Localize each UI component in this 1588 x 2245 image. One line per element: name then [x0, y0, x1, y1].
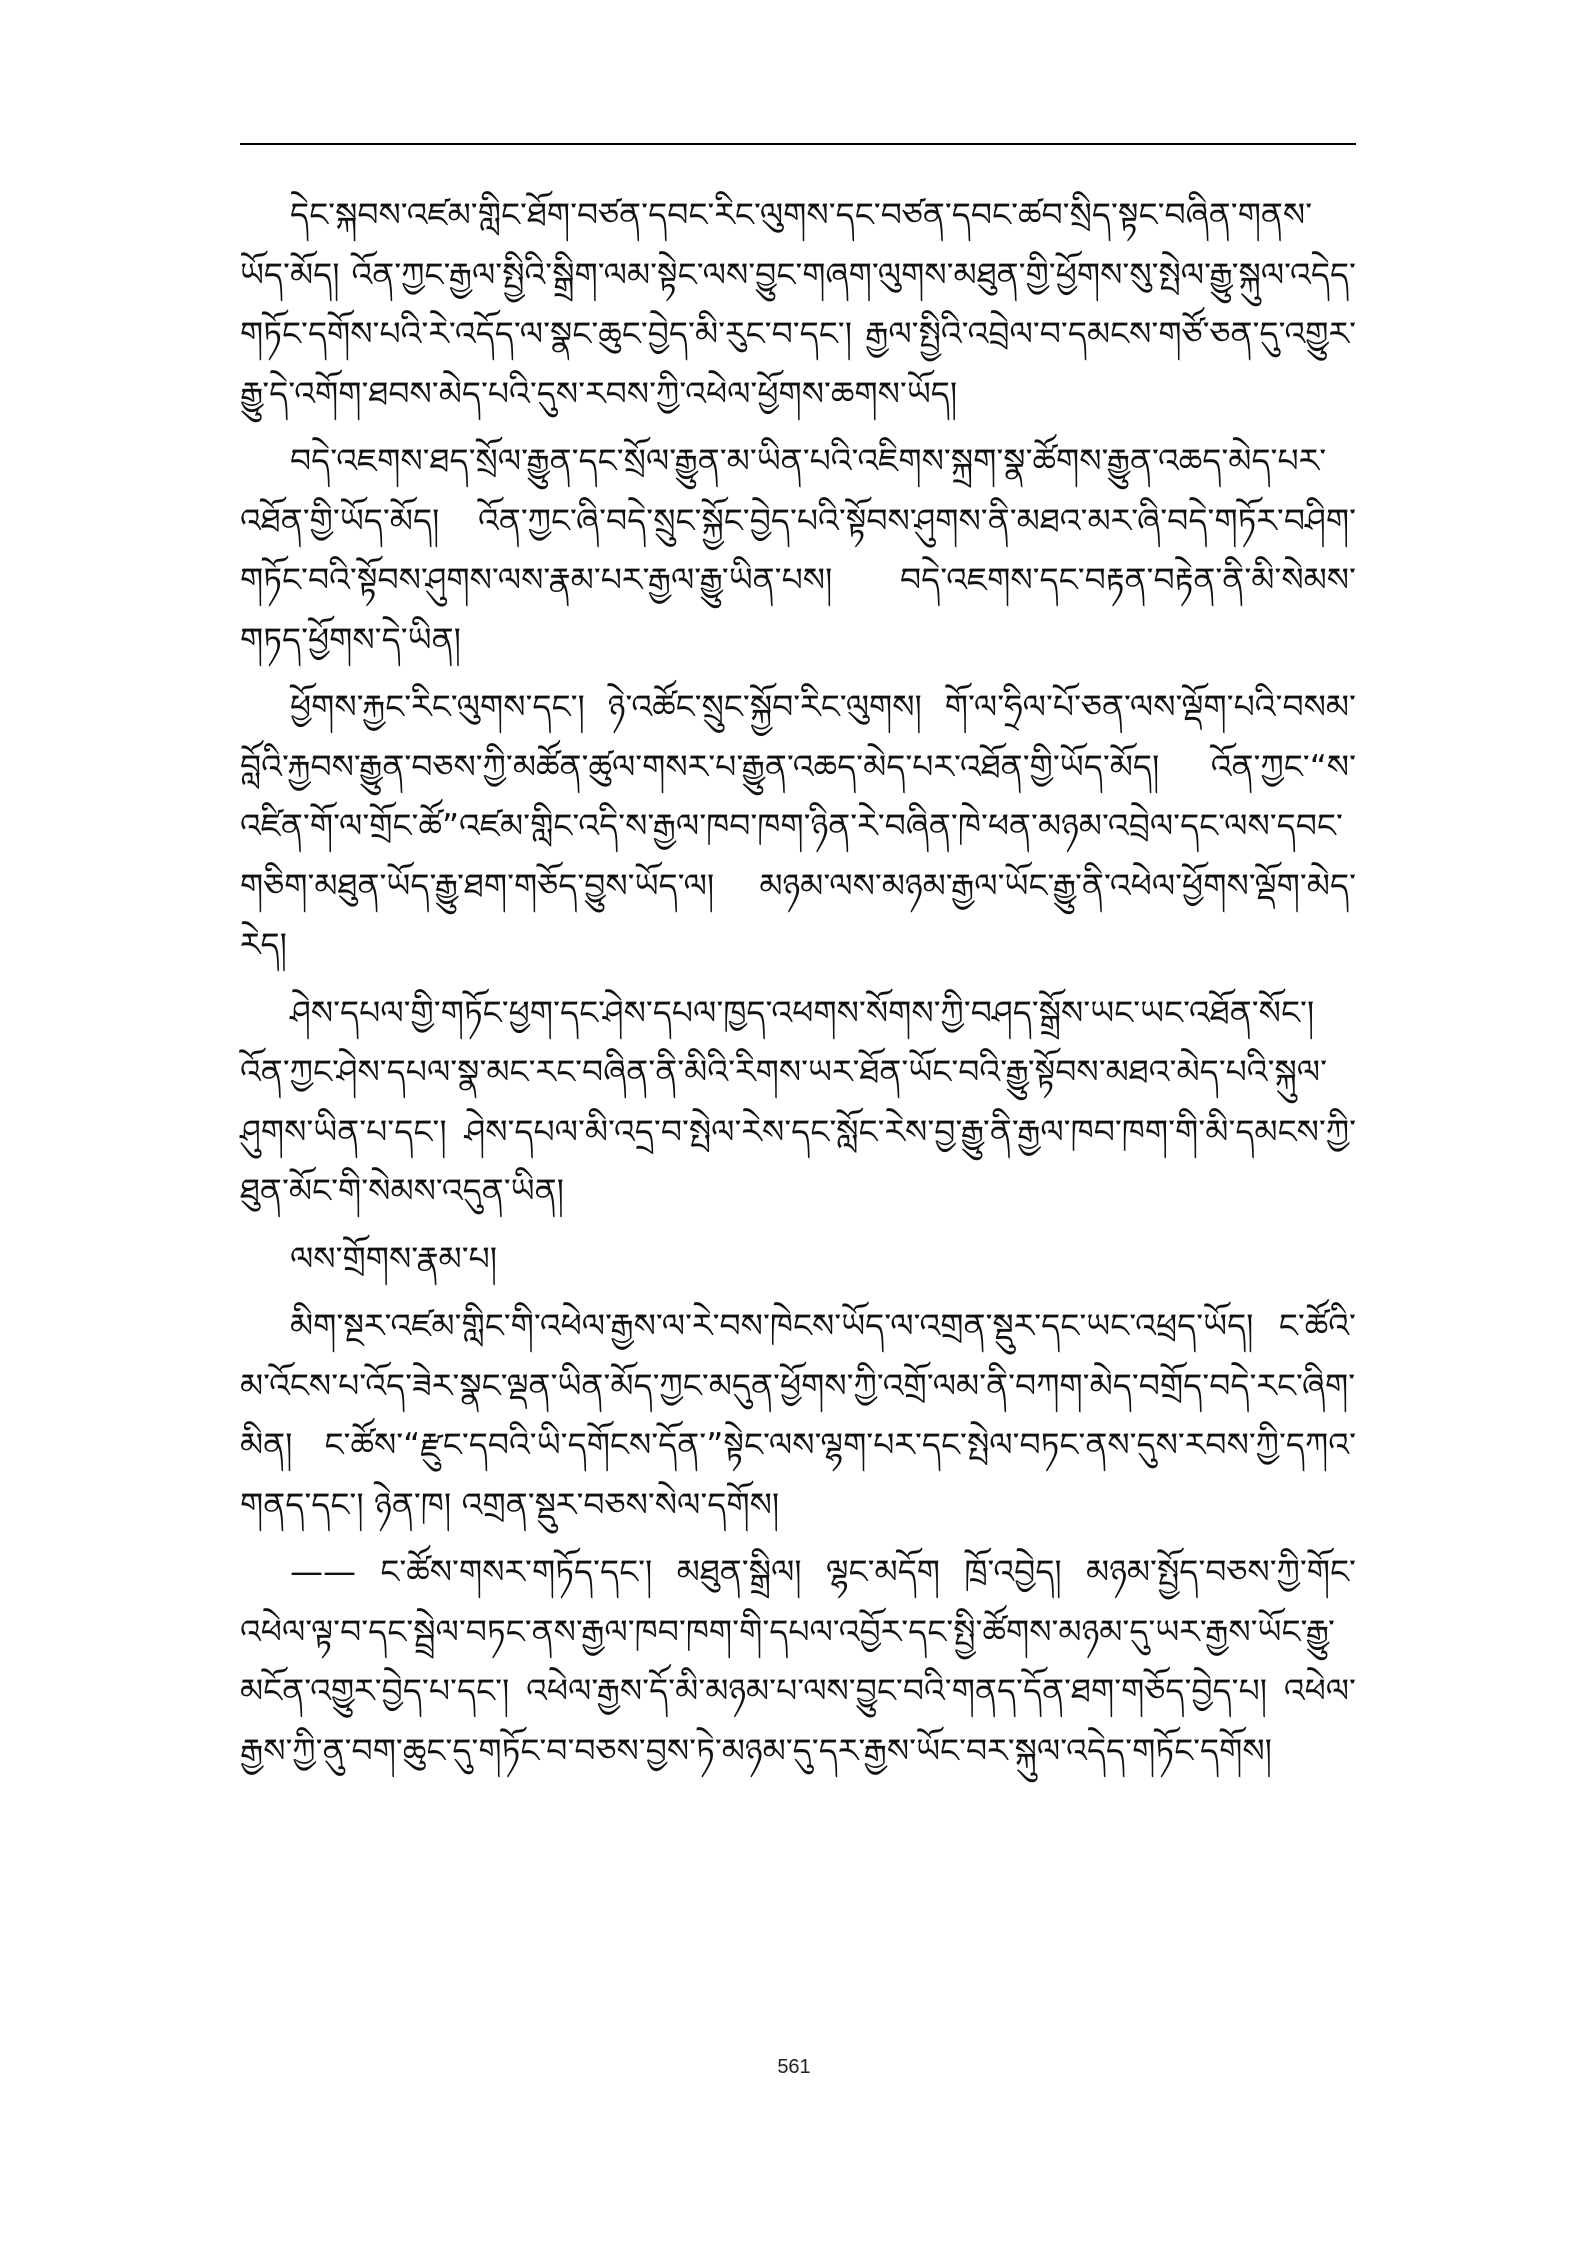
paragraph: དེང་སྐབས་འཛམ་གླིང་ཐོག་བཙན་དབང་རིང་ལུགས་དང་བཙན་དབང་ཚབ་སྲིད་སྟང་བཞིན་གནས་ཡོད་མོད། འོན་ཀྱང་རྒྱལ་སྤྱིའི་སྒྲིག་ལམ་སྟེང་ལས་བྱུང་གཞག་ལུགས་མཐུན་གྱི་ཕྱོགས་སུ་སྤེལ་རྒྱུ་སྐུལ་འདེད་གཏོང་དགོས་པའི་རེ་འདོད་ལ་སྣང་ཆུང་བྱེད་མི་རུང་བ་དང་། རྒྱལ་སྤྱིའི་འབྲེལ་བ་དམངས་གཙོ་ཅན་དུ་འགྱུར་རྒྱུ་དེ་འགོག་ཐབས་མེད་པའི་དུས་རབས་ཀྱི་འཕེལ་ཕྱོགས་ཆགས་ཡོད། — [240, 195, 1356, 413]
paragraph: མིག་སྔར་འཛམ་གླིང་གི་འཕེལ་རྒྱས་ལ་རེ་བས་ཁེངས་ཡོད་ལ་འགྲན་སྡུར་དང་ཡང་འཕྲད་ཡོད། ང་ཚོའི་མ་འོངས་པ་འོད་ཟེར་སྣང་ལྡན་ཡིན་མོད་ཀྱང་མདུན་ཕྱོགས་ཀྱི་འགྲོ་ལམ་ནི་བཀག་མེད་བགྲོད་བདེ་རང་ཞིག་མིན། ང་ཚོས་“རྫུང་དབའི་ཡི་དགོངས་དོན་”སྟེང་ལས་ལྷག་པར་དང་སྤེལ་བཏང་ནས་དུས་རབས་ཀྱི་དཀའ་གནད་དང་། ཉེན་ཁ། འགྲན་སྡུར་བཅས་སེལ་དགོས། — [240, 1306, 1356, 1524]
header-rule — [240, 143, 1356, 145]
closing-quote: —— ང་ཚོས་གསར་གཏོད་དང་། མཐུན་སྒྲིལ། ལྷང་མདོག ཁྲོ་འབྱེད། མཉམ་སྤྱོད་བཅས་ཀྱི་གོང་འཕེལ་ལྟ་བ་དང་སྦྲེལ་བཏང་ནས་རྒྱལ་ཁབ་ཁག་གི་དཔལ་འབྱོར་དང་སྤྱི་ཚོགས་མཉམ་དུ་ཡར་རྒྱས་ཡོང་རྒྱུ་མངོན་འགྱུར་བྱེད་པ་དང་། འཕེལ་རྒྱས་དོ་མི་མཉམ་པ་ལས་བྱུང་བའི་གནད་དོན་ཐག་གཅོད་བྱེད་པ། འཕེལ་རྒྱས་ཀྱི་ནུ་བག་ཆུང་དུ་གཏོང་བ་བཅས་བྱས་ཏེ་མཉམ་དུ་དར་རྒྱས་ཡོང་བར་སྐུལ་འདེད་གཏོང་དགོས། — [240, 1552, 1356, 1770]
salutation-heading: ལས་གྲོགས་རྣམ་པ། — [290, 1238, 498, 1278]
paragraph: ཕྱོགས་རྐྱང་རིང་ལུགས་དང་། ཉེ་འཚོང་སྲུང་སྐྱོབ་རིང་ལུགས། གོ་ལ་ཧྲིལ་པོ་ཅན་ལས་ལྡོག་པའི་བསམ་བློའི་རྐྱབས་རྒྱུན་བཅས་ཀྱི་མཚོན་ཚུལ་གསར་པ་རྒྱུན་འཆད་མེད་པར་འཐོན་གྱི་ཡོད་མོད། འོན་ཀྱང་“ས་འཛིན་གོ་ལ་གྲོང་ཚོ”འཛམ་གླིང་འདི་ས་རྒྱལ་ཁབ་ཁག་ཉིན་རེ་བཞིན་ཁེ་ཕན་མཉམ་འབྲེལ་དང་ལས་དབང་གཅིག་མཐུན་ཡོད་རྒྱུ་ཐག་གཅོད་བྱུས་ཡོད་ལ། མཉམ་ལས་མཉམ་རྒྱལ་ཡོང་རྒྱུ་ནི་འཕེལ་ཕྱོགས་ལྡོག་མེད་རེད། — [240, 687, 1356, 964]
paragraph: ཤེས་དཔལ་གྱི་གཏོང་ཕྱག་དང་ཤེས་དཔལ་ཁྱད་འཕགས་སོགས་ཀྱི་བཤད་སྒྲོས་ཡང་ཡང་འཐོན་སོང་། འོན་ཀྱང་ཤེས་དཔལ་སྣ་མང་རང་བཞིན་ནི་མིའི་རིགས་ཡར་ཐོན་ཡོང་བའི་རྒྱུ་སྟོབས་མཐའ་མེད་པའི་སྐུལ་ཤུགས་ཡིན་པ་དང་། ཤེས་དཔལ་མི་འདྲ་བ་སྤེལ་རེས་དང་སློང་རེས་བྱ་རྒྱུ་ནི་རྒྱལ་ཁབ་ཁག་གི་མི་དམངས་ཀྱི་ཐུན་མོང་གི་སེམས་འདུན་ཡིན། — [240, 992, 1356, 1210]
paragraph: བདེ་འཇགས་ཐད་སྲོལ་རྒྱུན་དང་སྲོལ་རྒྱུན་མ་ཡིན་པའི་འཇིགས་སྐྲག་སྣ་ཚོགས་རྒྱུན་འཆད་མེད་པར་འཐོན་གྱི་ཡོད་མོད། འོན་ཀྱང་ཞི་བདེ་སྲུང་སྐྱོང་བྱེད་པའི་སྟོབས་ཤུགས་ནི་མཐའ་མར་ཞི་བདེ་གཏོར་བཤིག་གཏོང་བའི་སྟོབས་ཤུགས་ལས་རྣམ་པར་རྒྱལ་རྒྱུ་ཡིན་པས། བདེ་འཇགས་དང་བརྟན་བརྟེན་ནི་མི་སེམས་གཏད་ཕྱོགས་དེ་ཡིན། — [240, 441, 1356, 659]
page-number: 561 — [777, 2056, 811, 2078]
body-text — [240, 185, 1356, 1780]
